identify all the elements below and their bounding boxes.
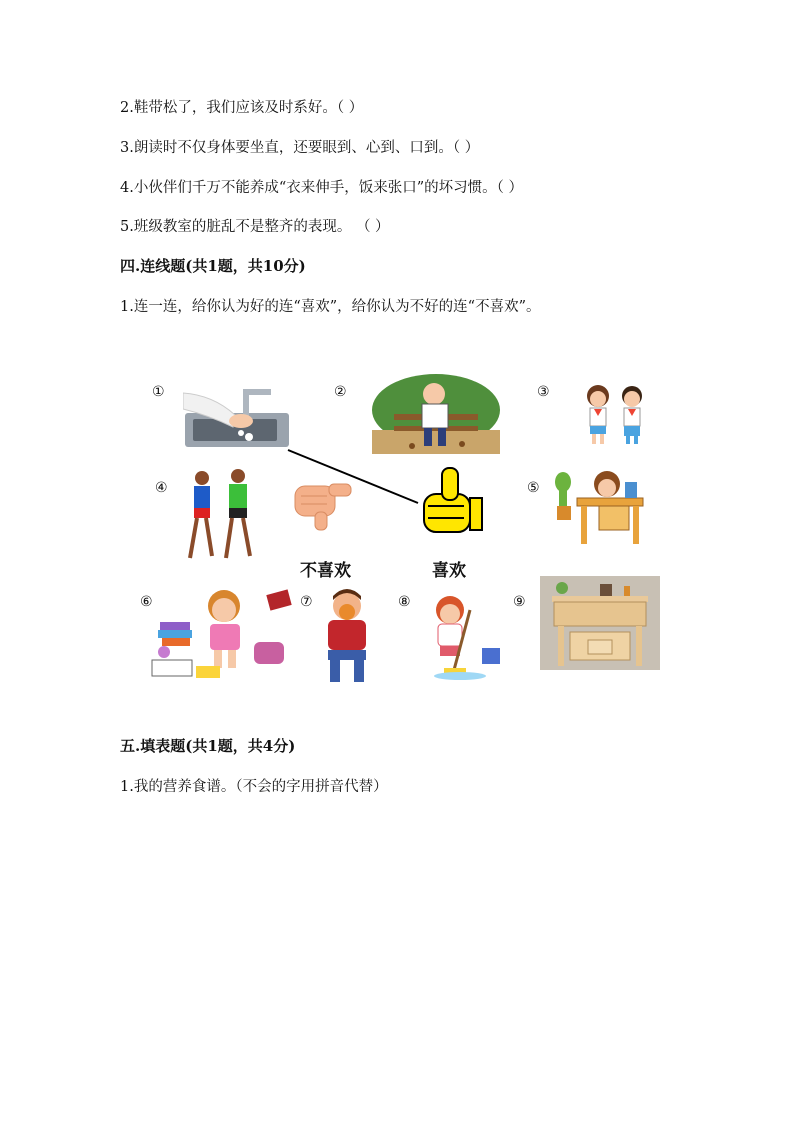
messy-room-picture	[150, 582, 298, 682]
runners-picture	[180, 466, 260, 566]
tidy-desk-picture	[540, 576, 660, 670]
marker-5: ⑤	[527, 480, 540, 496]
pupils-saluting-picture	[578, 380, 652, 446]
marker-3: ③	[537, 384, 550, 400]
section-4-question: 1.连一连，给你认为好的连“喜欢”，给你认为不好的连“不喜欢”。	[120, 299, 541, 315]
marker-1: ①	[152, 384, 165, 400]
statement-4: 4.小伙伴们千万不能养成“衣来伸手，饭来张口”的坏习惯。（ ）	[120, 180, 524, 196]
like-label: 喜欢	[432, 561, 466, 581]
marker-7: ⑦	[300, 594, 313, 610]
marker-9: ⑨	[513, 594, 526, 610]
marker-4: ④	[155, 480, 168, 496]
hand-washing-picture	[183, 375, 291, 455]
section-4-heading: 四.连线题(共1题，共10分)	[120, 257, 306, 275]
thumbs-up-icon	[420, 466, 486, 536]
littering-man-picture	[372, 372, 500, 454]
dislike-label: 不喜欢	[300, 561, 351, 581]
marker-2: ②	[334, 384, 347, 400]
thumbs-down-icon	[293, 482, 355, 532]
section-5-heading: 五.填表题(共1题，共4分)	[120, 737, 296, 755]
marker-8: ⑧	[398, 594, 411, 610]
statement-2: 2.鞋带松了，我们应该及时系好。（ ）	[120, 100, 364, 116]
statement-3: 3.朗读时不仅身体要坐直，还要眼到、心到、口到。（ ）	[120, 140, 480, 156]
statement-5: 5.班级教室的脏乱不是整齐的表现。 （ ）	[120, 219, 390, 235]
section-5-question: 1.我的营养食谱。（不会的字用拼音代替）	[120, 779, 388, 795]
matching-area	[0, 370, 794, 700]
marker-6: ⑥	[140, 594, 153, 610]
boy-eating-picture	[318, 588, 376, 684]
girl-mopping-picture	[424, 590, 504, 680]
child-at-desk-picture	[555, 466, 651, 548]
